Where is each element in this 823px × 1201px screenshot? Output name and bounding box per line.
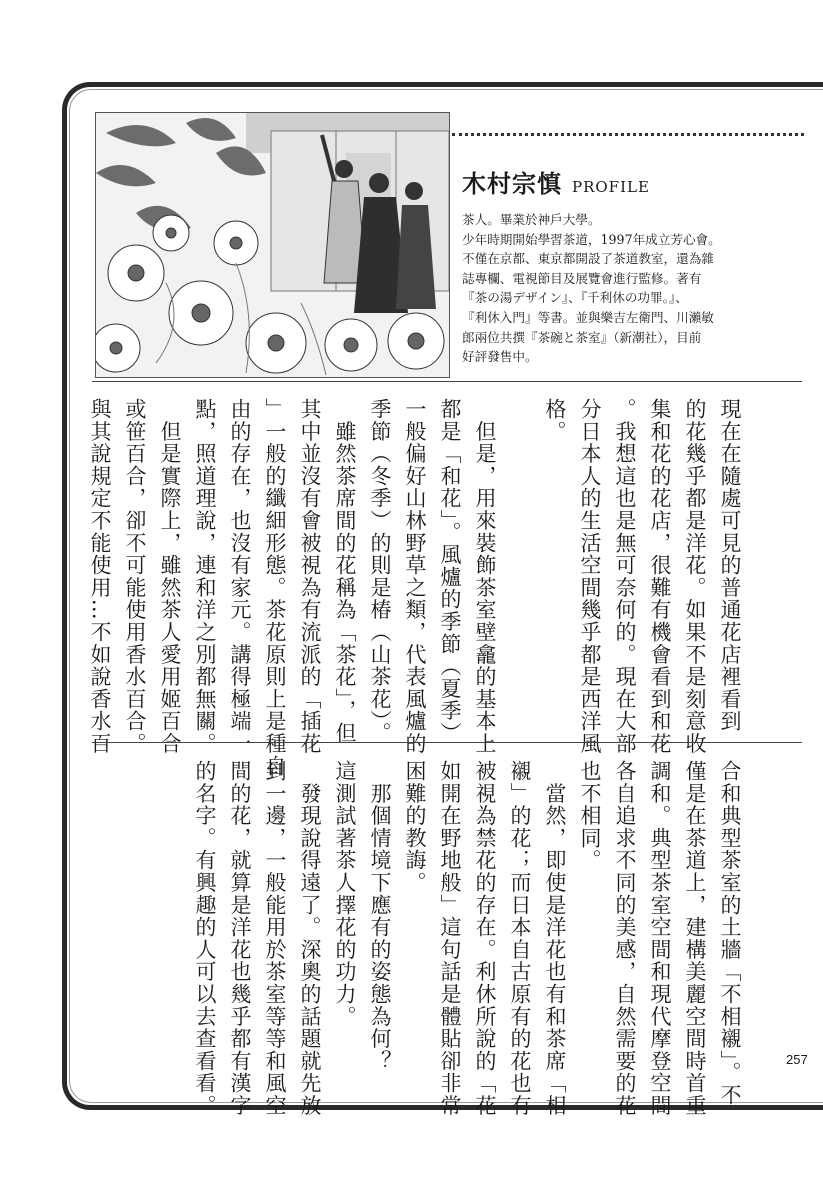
text-column: 分日本人的生活空間幾乎都是西洋風 [578,398,602,755]
body-text-lower [152,760,747,1117]
text-column: 被視為禁花的存在。利休所說的「花 [473,760,497,1117]
text-column: 集和花的花店，很難有機會看到和花 [648,398,672,755]
text-column: 發現說得遠了。深奧的話題就先放 [298,760,322,1117]
text-column: 點，照道理說，連和洋之別都無關。 [193,398,217,755]
section-rule-top [92,381,802,382]
text-column: 都是「和花」。風爐的季節（夏季） [438,398,462,745]
text-column: 或笹百合，卻不可能使用香水百合。 [123,398,147,755]
text-column: 當然，即使是洋花也有和茶席「相 [543,760,567,1117]
profile-name: 木村宗慎 [462,169,562,198]
page-number: 257 [786,1052,808,1067]
profile-line: 茶人。畢業於神戶大學。 [462,212,601,227]
text-column: 調和。典型茶室空間和現代摩登空間 [648,760,672,1117]
profile-line: 郎兩位共撰『茶碗と茶室』（新潮社），目前 [462,329,702,345]
profile-line: 誌專欄、電視節目及展覽會進行監修。著有 [462,270,702,286]
text-column: 一般偏好山林野草之類，代表風爐的 [403,398,427,755]
text-column: 困難的教誨。 [403,760,427,894]
body-text-upper [82,398,747,778]
text-column: 但是實際上，雖然茶人愛用姬百合 [158,398,182,755]
text-column: 襯」的花；而日本自古原有的花也有 [508,760,532,1117]
text-column: 季節（冬季）的則是椿（山茶花）。 [368,398,392,745]
text-column: 合和典型茶室的土牆「不相襯」。不 [718,760,742,1107]
profile-line: 好評發售中。 [462,349,538,365]
section-rule-middle [92,742,802,743]
profile-line: 不僅在京都、東京都開設了茶道教室，還為雜 [462,251,714,267]
text-column [502,398,537,728]
text-column: 僅是在茶道上，建構美麗空間時首重 [683,760,707,1117]
text-column: 現在在隨處可見的普通花店裡看到 [718,398,742,733]
text-column: 格。 [543,398,567,443]
profile-text [462,210,800,367]
text-column: 。我想這也是無可奈何的。現在大部 [613,398,637,755]
text-column: 」一般的纖細形態。茶花原則上是種自 [263,398,287,778]
text-column: 由的存在，也沒有家元。講得極端一 [228,398,252,755]
text-column: 的名字。有興趣的人可以去查看看。 [193,760,217,1117]
profile-heading [462,164,650,199]
profile-line: 『茶の湯デザイン』、『千利休の功罪。』、 [462,290,688,306]
text-column: 到一邊，一般能用於茶室等等和風空 [263,760,287,1117]
text-column: 各自追求不同的美感，自然需要的花 [613,760,637,1117]
profile-line: 『利休入門』等書。並與樂吉左衛門、川瀨敏 [462,309,714,325]
text-column: 雖然茶席間的花稱為「茶花」，但 [333,398,357,745]
profile-line: 少年時期開始學習茶道，1997年成立芳心會。 [462,231,721,247]
text-column: 也不相同。 [578,760,602,872]
text-column: 如開在野地般」這句話是體貼卻非常 [438,760,462,1117]
text-column: 的花幾乎都是洋花。如果不是刻意收 [683,398,707,755]
profile-label: PROFILE [572,178,650,196]
dotted-rule [452,133,804,136]
text-column: 與其說規定不能使用…不如說香水百 [88,398,112,755]
text-column: 其中並沒有會被視為有流派的「插花 [298,398,322,755]
text-column: 但是，用來裝飾茶室壁龕的基本上 [473,398,497,755]
flower-illustration [95,112,450,378]
text-column: 那個情境下應有的姿態為何？ [368,760,392,1073]
text-column: 間的花，就算是洋花也幾乎都有漢字 [228,760,252,1117]
text-column: 這測試著茶人擇花的功力。 [333,760,357,1028]
illustration-drawing [96,113,449,377]
